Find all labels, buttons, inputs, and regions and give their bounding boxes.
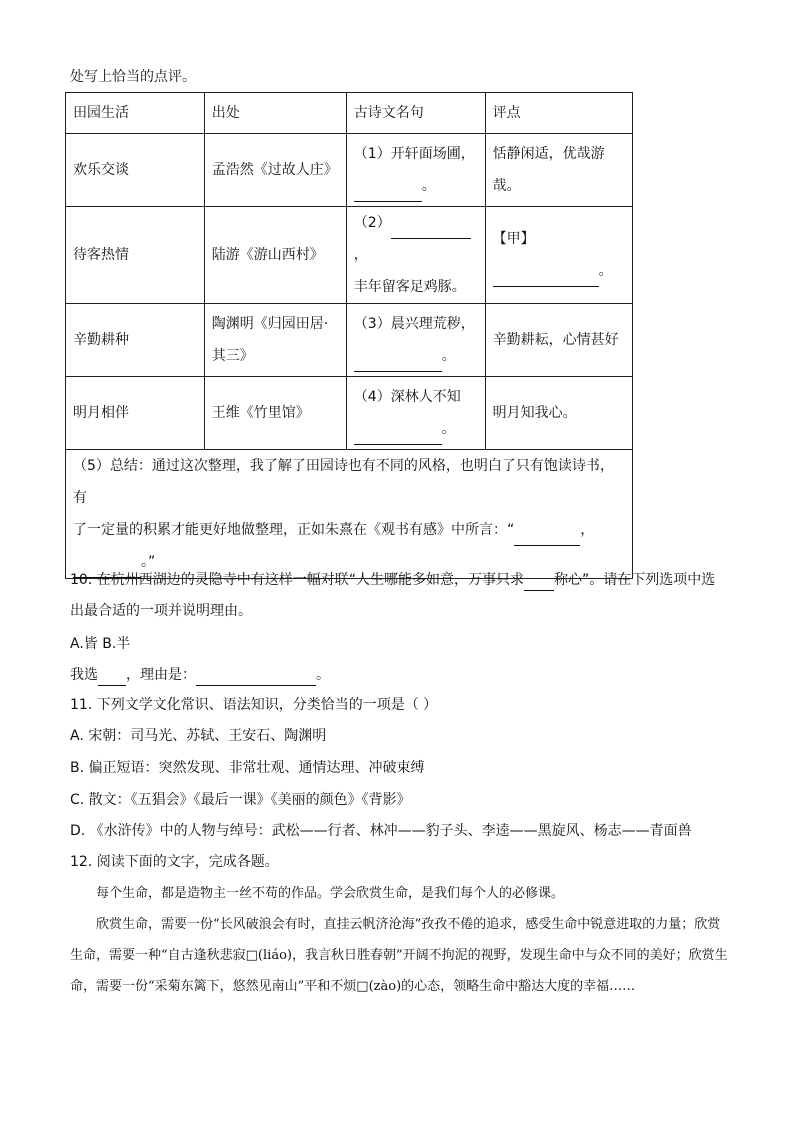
comment-cell xyxy=(485,207,632,304)
source-cell: 陆游《游山西村》 xyxy=(204,207,346,304)
summary-cell xyxy=(66,450,633,579)
question-11-option-b: B. 偏正短语：突然发现、非常壮观、通情达理、冲破束缚 xyxy=(70,760,425,776)
quote-text: 丰年留客足鸡豚。 xyxy=(353,279,466,295)
question-12-stem: 12. 阅读下面的文字，完成各题。 xyxy=(70,854,279,870)
idyllic-life-table xyxy=(65,92,633,579)
summary-text: 了一定量的积累才能更好地做整理，正如朱熹在《观书有感》中所言：“ xyxy=(73,522,515,538)
fill-blank[interactable] xyxy=(196,667,316,686)
source-cell: 陶渊明《归园田居·其三》 xyxy=(204,304,346,377)
quote-text: 。 xyxy=(441,421,456,437)
table-row xyxy=(66,207,633,304)
summary-text: 。” xyxy=(141,554,156,570)
quote-text: 。 xyxy=(441,348,456,364)
quote-text: ， xyxy=(353,247,368,263)
fill-blank[interactable] xyxy=(354,426,442,445)
table-header-cell: 田园生活 xyxy=(66,93,205,134)
question-10-line-1: 10. 在杭州西湖边的灵隐寺中有这样一幅对联“人生哪能多如意，万事只求 称心”。请在下列选项中选 xyxy=(70,569,715,591)
fill-blank[interactable] xyxy=(391,220,471,239)
comment-cell: 辛勤耕耘，心情甚好 xyxy=(485,304,632,377)
table-row xyxy=(66,377,633,450)
comment-label: 【甲】 xyxy=(492,231,535,247)
table-header-cell: 古诗文名句 xyxy=(346,93,485,134)
table-header-row xyxy=(66,93,633,134)
question-11-option-d: D. 《水浒传》中的人物与绰号：武松——行者、林冲——豹子头、李逵——黑旋风、杨志——青面兽 xyxy=(70,823,692,839)
quote-cell xyxy=(346,207,485,304)
life-cell: 待客热情 xyxy=(66,207,205,304)
fill-blank[interactable] xyxy=(354,183,422,202)
quote-cell xyxy=(346,304,485,377)
intro-text: 处写上恰当的点评。 xyxy=(70,69,196,85)
question-11-option-a: A. 宋朝：司马光、苏轼、王安石、陶渊明 xyxy=(70,728,327,744)
life-cell: 欢乐交谈 xyxy=(66,134,205,207)
table-row xyxy=(66,304,633,377)
source-cell: 王维《竹里馆》 xyxy=(204,377,346,450)
fill-blank[interactable] xyxy=(354,353,442,372)
fill-blank[interactable] xyxy=(524,572,554,591)
comment-text: 。 xyxy=(598,263,613,279)
quote-text: 。 xyxy=(421,178,436,194)
question-10-options: A.皆 B.半 xyxy=(70,636,131,652)
quote-text: （2） xyxy=(353,215,391,231)
fill-blank[interactable] xyxy=(514,527,580,546)
fill-blank[interactable] xyxy=(98,667,126,686)
summary-row xyxy=(66,450,633,579)
question-11-option-c: C. 散文：《五猖会》《最后一课》《美丽的颜色》《背影》 xyxy=(70,792,411,808)
question-11-stem: 11. 下列文学文化常识、语法知识，分类恰当的一项是（ ） xyxy=(70,697,438,713)
summary-text: ， xyxy=(580,522,595,538)
passage-paragraph: 欣赏生命，需要一份“长风破浪会有时，直挂云帆济沧海”孜孜不倦的追求，感受生命中锐意进取的力量；欣赏生命，需要一种“自古逢秋悲寂□(liáo)，我言秋日胜春朝”开阔不拘泥的视野，发现生命中与众不同的美好；欣赏生命，需要一份“采菊东篱下，悠然见南山”平和不烦□(zào)的心态，领略生命中豁达大度的幸福…… xyxy=(70,917,728,994)
table-row xyxy=(66,134,633,207)
comment-cell: 明月知我心。 xyxy=(485,377,632,450)
question-10-answer: 我选 ，理由是： 。 xyxy=(70,664,330,686)
comment-cell: 恬静闲适，优哉游哉。 xyxy=(485,134,632,207)
passage-paragraph: 每个生命，都是造物主一丝不苟的作品。学会欣赏生命，是我们每个人的必修课。 xyxy=(96,886,565,901)
life-cell: 明月相伴 xyxy=(66,377,205,450)
quote-cell xyxy=(346,134,485,207)
reading-passage xyxy=(70,878,730,1002)
source-cell: 孟浩然《过故人庄》 xyxy=(204,134,346,207)
life-cell: 辛勤耕种 xyxy=(66,304,205,377)
quote-text: （4）深林人不知 xyxy=(353,389,461,405)
fill-blank[interactable] xyxy=(493,268,599,287)
quote-text: （1）开轩面场圃， xyxy=(353,146,475,162)
table-header-cell: 评点 xyxy=(485,93,632,134)
quote-cell xyxy=(346,377,485,450)
table-header-cell: 出处 xyxy=(204,93,346,134)
summary-text: （5）总结：通过这次整理，我了解了田园诗也有不同的风格，也明白了只有饱读诗书，有 xyxy=(73,458,614,506)
quote-text: （3）晨兴理荒秽， xyxy=(353,316,475,332)
question-10-line-2: 出最合适的一项并说明理由。 xyxy=(70,603,252,619)
